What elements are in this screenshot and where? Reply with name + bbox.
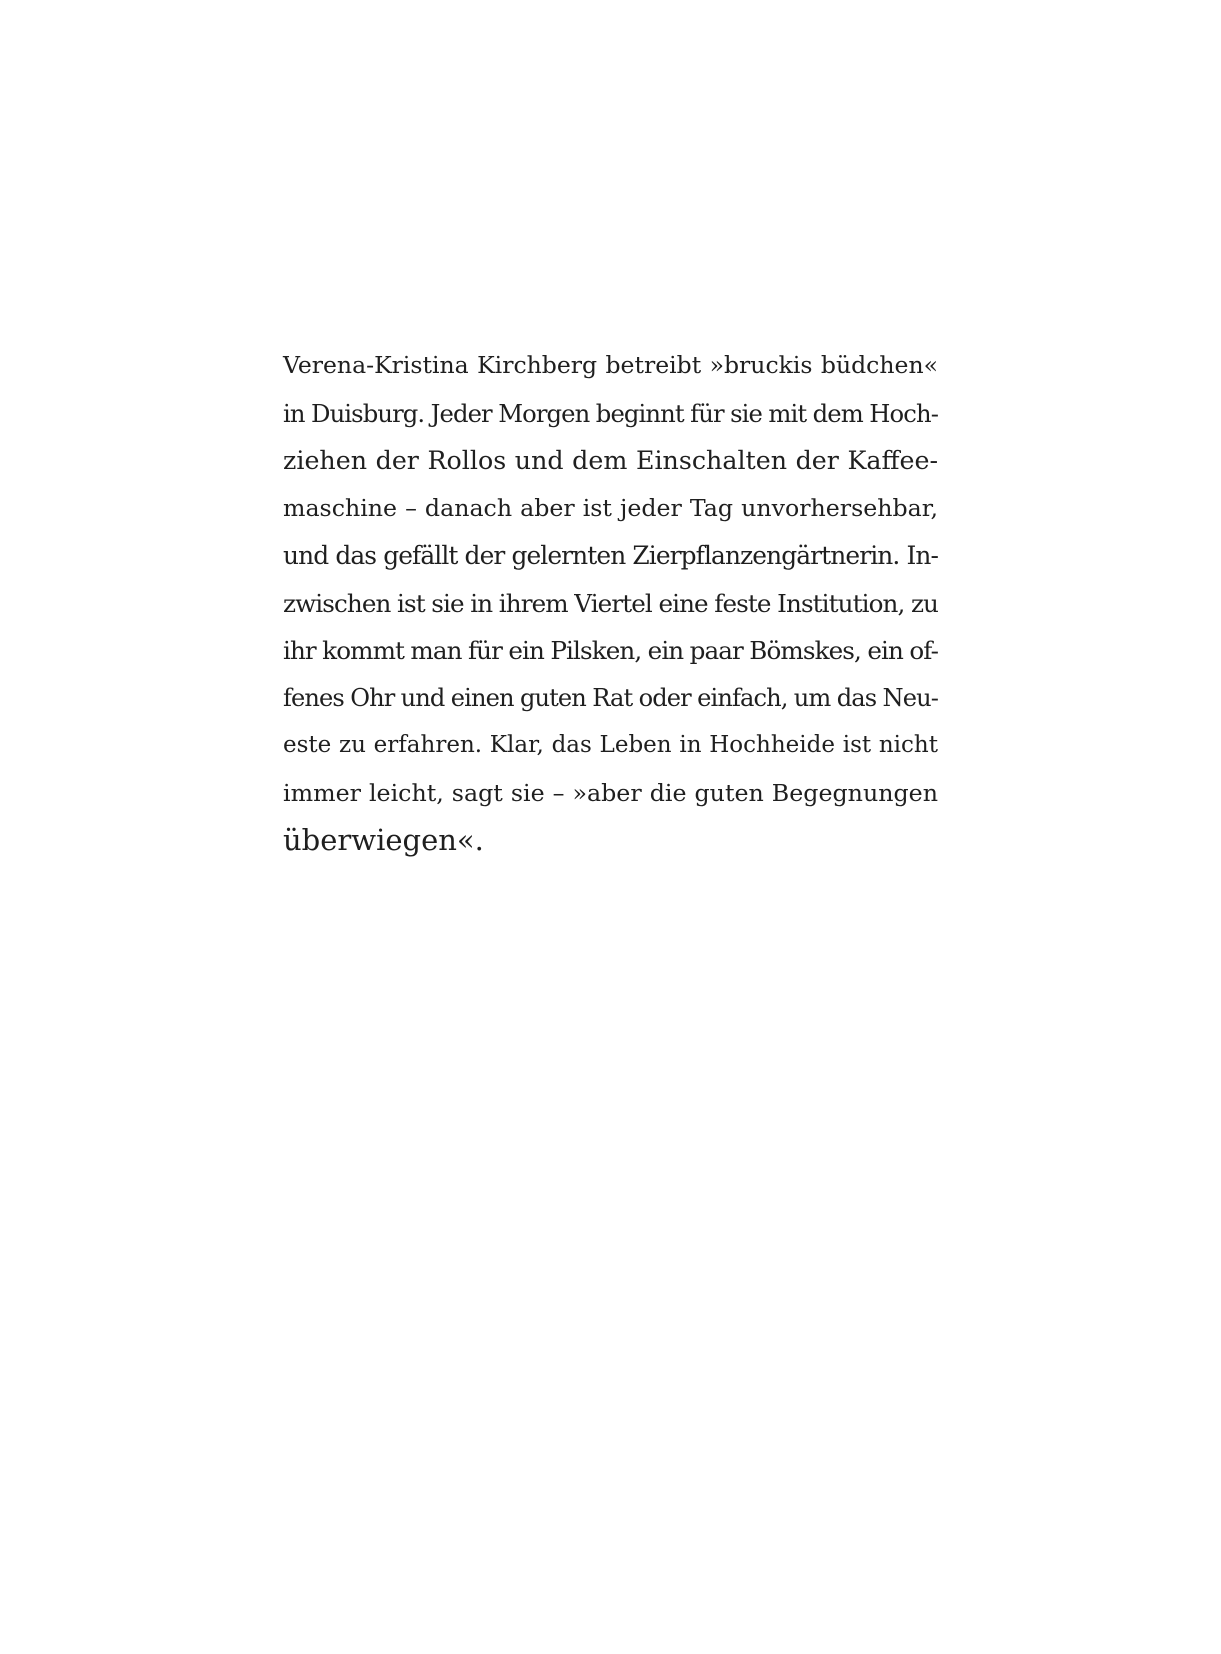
paragraph-line: este zu erfahren. Klar, das Leben in Hochheide ist nicht	[283, 732, 938, 758]
paragraph-line: Verena-Kristina Kirchberg betreibt »bruckis büdchen«	[283, 351, 938, 379]
body-paragraph	[283, 342, 938, 865]
paragraph-line: fenes Ohr und einen guten Rat oder einfach, um das Neu-	[283, 683, 938, 712]
paragraph-line: in Duisburg. Jeder Morgen beginnt für sie mit dem Hoch-	[283, 398, 938, 428]
paragraph-line: und das gefällt der gelernten Zierpflanzengärtnerin. In-	[283, 541, 938, 570]
paragraph-line: zwischen ist sie in ihrem Viertel eine feste Institution, zu	[283, 588, 938, 618]
paragraph-line: ihr kommt man für ein Pilsken, ein paar Bömskes, ein of-	[283, 636, 938, 665]
paragraph-line: überwiegen«.	[283, 823, 484, 857]
paragraph-line: ziehen der Rollos und dem Einschalten der Kaffee-	[283, 445, 938, 475]
paragraph-line: maschine – danach aber ist jeder Tag unvorhersehbar,	[283, 493, 938, 522]
paragraph-line: immer leicht, sagt sie – »aber die guten Begegnungen	[283, 778, 938, 807]
